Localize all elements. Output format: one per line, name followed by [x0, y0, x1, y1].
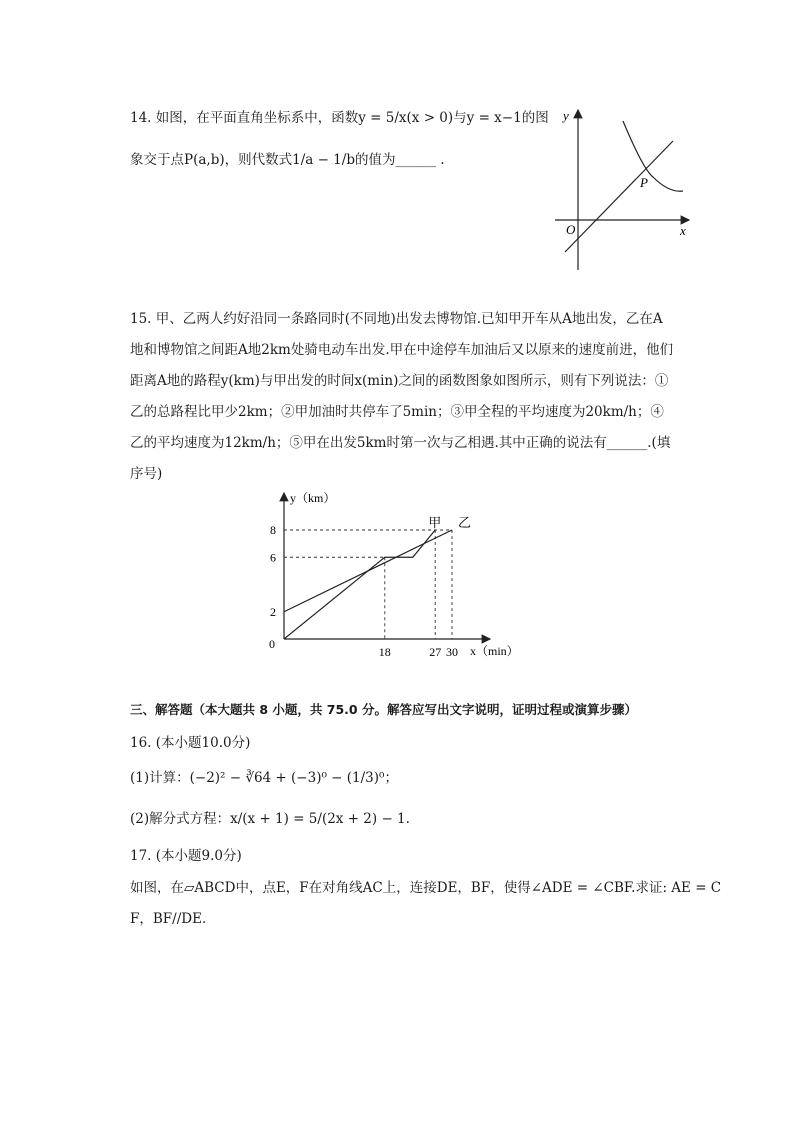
q15-chart	[262, 485, 532, 665]
y-tick-label-2: 2	[270, 604, 276, 619]
q14-line-2: 象交于点P(a,b)，则代数式1/a − 1/b的值为______ .	[130, 152, 445, 168]
q14-hyperbola	[623, 121, 683, 191]
series-line-jia	[284, 530, 435, 639]
q15-line-4: 乙的总路程比甲少2km；②甲加油时共停车了5min；③甲全程的平均速度为20km/h；④	[130, 404, 664, 420]
q14-figure	[555, 105, 695, 275]
chart-y-axis-label: y（km）	[290, 491, 336, 505]
q14-line-graph	[565, 141, 673, 252]
series-label-jia: 甲	[428, 515, 442, 530]
chart-origin-label: 0	[269, 637, 275, 651]
q14-origin-label: O	[566, 222, 576, 237]
section-3-title: 三、解答题（本大题共 8 小题，共 75.0 分。解答应写出文字说明，证明过程或演算步骤）	[130, 702, 637, 717]
q15-line-2: 地和博物馆之间距A地2km处骑电动车出发.甲在中途停车加油后又以原来的速度前进，他们	[130, 342, 674, 358]
q15-line-6: 序号)	[130, 466, 163, 482]
y-tick-label-8: 8	[270, 523, 276, 537]
q16-head: 16. (本小题10.0分)	[130, 735, 251, 751]
q15-line-5: 乙的平均速度为12km/h；⑤甲在出发5km时第一次与乙相遇.其中正确的说法有______.(填	[130, 435, 671, 451]
chart-x-axis-label: x（min）	[470, 644, 519, 658]
x-tick-label-27: 27	[429, 645, 442, 659]
q14-x-label: x	[680, 223, 686, 238]
q17-line-1: 如图，在▱ABCD中，点E，F在对角线AC上，连接DE，BF，使得∠ADE = ∠CBF.求证: AE = C	[130, 880, 722, 896]
q14-y-label: y	[563, 108, 569, 123]
q14-line-1: 14. 如图，在平面直角坐标系中，函数y = 5/x(x > 0)与y = x−1的图	[130, 110, 549, 126]
q16-part-1: (1)计算：(−2)² − ∛64 + (−3)⁰ − (1/3)⁰；	[130, 770, 398, 786]
y-tick-label-6: 6	[270, 550, 276, 565]
q15-line-3: 距离A地的路程y(km)与甲出发的时间x(min)之间的函数图象如图所示，则有下列说法：①	[130, 373, 669, 389]
q17-line-2: F，BF//DE.	[130, 911, 207, 927]
q15-line-1: 15. 甲、乙两人约好沿同一条路同时(不同地)出发去博物馆.已知甲开车从A地出发，乙在A	[130, 311, 663, 327]
x-tick-label-30: 30	[446, 645, 458, 659]
x-tick-label-18: 18	[378, 645, 391, 659]
series-label-yi: 乙	[458, 515, 472, 530]
q16-part-2: (2)解分式方程：x/(x + 1) = 5/(2x + 2) − 1.	[130, 811, 410, 827]
series-line-yi	[284, 530, 452, 612]
q14-point-label: P	[640, 175, 648, 190]
q17-head: 17. (本小题9.0分)	[130, 848, 242, 864]
